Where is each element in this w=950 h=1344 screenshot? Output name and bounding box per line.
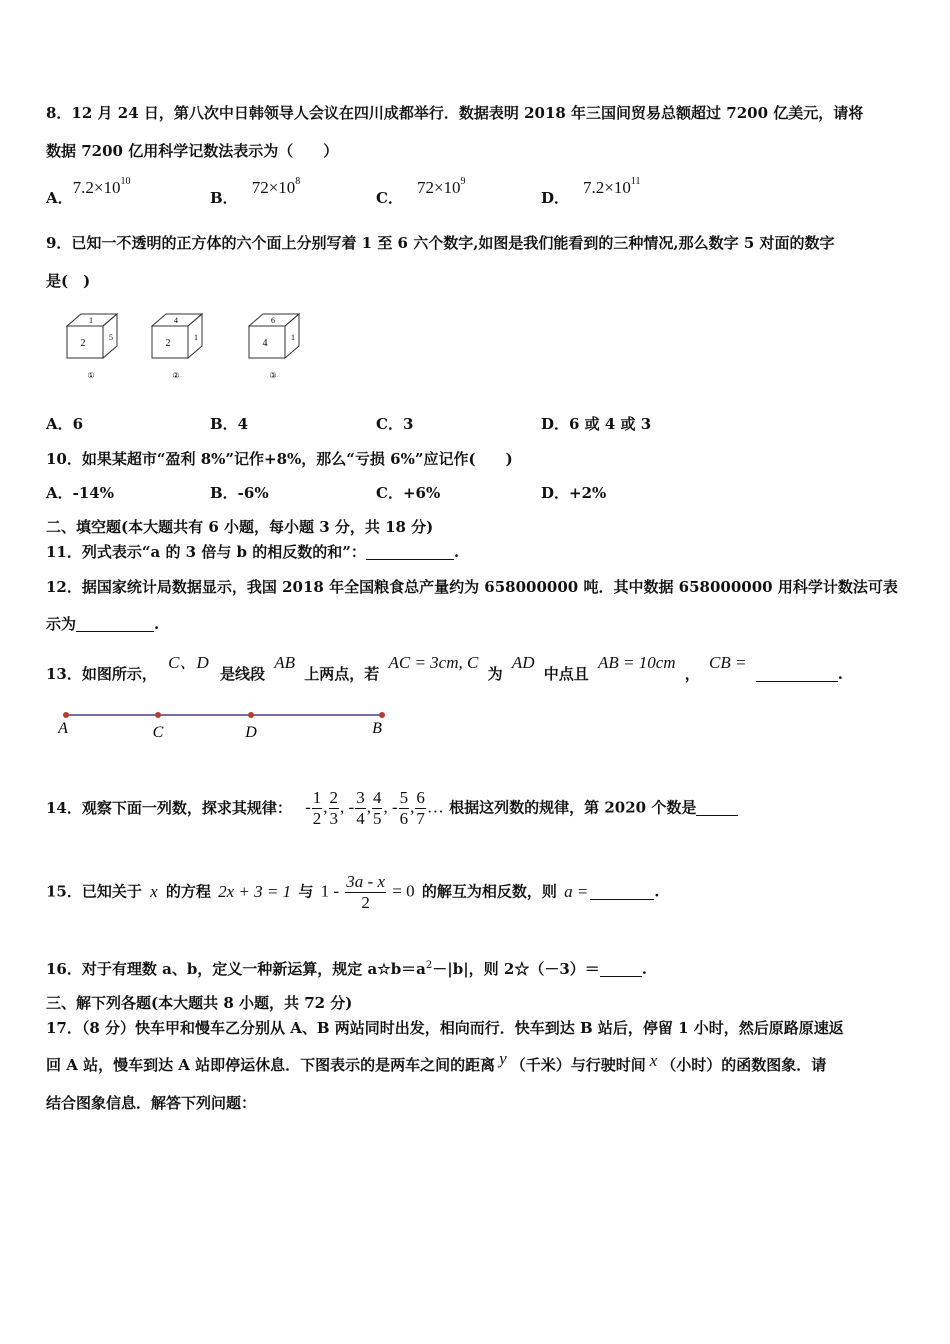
label-c: C xyxy=(152,724,164,741)
option-label: D． xyxy=(541,189,570,207)
label-d: D xyxy=(245,724,257,741)
segment-figure xyxy=(50,702,400,746)
q9-option-d: D．6 或 4 或 3 xyxy=(541,415,652,433)
option-label: C． xyxy=(376,189,403,207)
q15-fraction: $\frac{3a - x}{2}$ xyxy=(346,872,385,912)
q9-option-c: C．3 xyxy=(376,415,414,433)
q9-option-a: A．6 xyxy=(46,415,84,433)
q9-line2: 是( ) xyxy=(46,272,91,290)
q17-line3: 结合图象信息．解答下列问题： xyxy=(46,1094,257,1112)
q15-math-equation1: 2x + 3 = 1 xyxy=(218,881,292,901)
label-a: A xyxy=(58,720,68,737)
q8-line1: 8．12 月 24 日，第八次中日韩领导人会议在四川成都举行．数据表明 2018 年三国间贸易总额超过 7200 亿美元，请将 xyxy=(46,104,864,122)
q17-math-x: x xyxy=(649,1051,658,1070)
cube-3-front: 4 xyxy=(262,338,268,349)
q14: 14．观察下面一列数，探求其规律： - $\frac{1}{2}$ , $\frac{2}{3}$ , - $\frac{3}{4}$ , $\frac{4}{5}$ , - $\frac{5}{6}$ , $\frac{6}{7}$ … 根据这列数的规律，第 2020 个数是 xyxy=(46,788,738,829)
fraction-4: $\frac{4}{5}$ xyxy=(372,788,382,828)
fraction-5: $\frac{5}{6}$ xyxy=(399,788,409,828)
cube-2-front: 2 xyxy=(165,338,171,349)
q15-math-x: x xyxy=(150,881,158,901)
cube-3-top: 6 xyxy=(271,316,275,325)
q13-math-cd: C、D xyxy=(168,653,209,672)
q8-option-a xyxy=(46,176,131,207)
cube-2-caption: ② xyxy=(172,371,180,380)
q17-math-y: y xyxy=(499,1049,507,1068)
point-d xyxy=(248,712,254,718)
fraction-2: $\frac{2}{3}$ xyxy=(329,788,339,828)
section-3-heading: 三、解下列各题(本大题共 8 小题，共 72 分) xyxy=(46,994,353,1012)
q14-sequence: - $\frac{1}{2}$ , $\frac{2}{3}$ , - $\frac{3}{4}$ , $\frac{4}{5}$ , - $\frac{5}{6}$ , $\frac{6}{7}$ … xyxy=(305,788,444,828)
q10-option-a: A．-14% xyxy=(46,484,114,502)
q13-answer-blank[interactable] xyxy=(756,666,838,682)
q17-line1: 17．（8 分）快车甲和慢车乙分别从 A、B 两站同时出发，相向而行．快车到达 B 站后，停留 1 小时，然后原路原速返 xyxy=(46,1019,844,1037)
cube-2 xyxy=(152,314,202,380)
cube-2-top: 4 xyxy=(174,316,178,325)
q8-option-d xyxy=(541,176,641,207)
q15-math-a: a = xyxy=(564,881,589,901)
cube-figures xyxy=(55,308,325,380)
option-math: $72\times 10^9$ xyxy=(416,176,466,197)
q10-option-d: D．+2% xyxy=(541,484,607,502)
point-c xyxy=(155,712,161,718)
point-a xyxy=(63,712,69,718)
q10-option-b: B．-6% xyxy=(210,484,269,502)
option-label: B． xyxy=(210,189,238,207)
label-b: B xyxy=(372,720,382,737)
point-b xyxy=(379,712,385,718)
q15: 15．已知关于 x 的方程 2x + 3 = 1 与 1 - $\frac{3a - x}{2}$ = 0 的解互为相反数，则 a = . xyxy=(46,872,660,912)
q8-line2: 数据 7200 亿用科学记数法表示为（ ） xyxy=(46,142,339,160)
q8-option-c xyxy=(376,176,466,207)
option-math: $7.2\times 10^{11}$ xyxy=(583,176,641,197)
q13-math-ac: AC = 3cm, C xyxy=(388,653,479,672)
option-math: $72\times 10^8$ xyxy=(251,176,301,197)
q13-math-ad: AD xyxy=(511,653,535,672)
q10-line1: 10．如果某超市“盈利 8%”记作+8%，那么“亏损 6%”应记作( ) xyxy=(46,450,513,468)
q9-option-b: B．4 xyxy=(210,415,249,433)
q10-option-c: C．+6% xyxy=(376,484,441,502)
cube-3-caption: ③ xyxy=(269,371,277,380)
cube-1-caption: ① xyxy=(87,371,95,380)
q13: 13．如图所示， C、D 是线段 AB 上两点，若 AC = 3cm, C 为 AD 中点且 AB = 10cm ， CB = . xyxy=(46,653,843,683)
q13-math-ab10: AB = 10cm xyxy=(597,653,676,672)
q11-answer-blank[interactable] xyxy=(366,544,454,560)
cube-1-front: 2 xyxy=(80,338,86,349)
cube-1-top: 1 xyxy=(89,316,93,325)
q14-answer-blank[interactable] xyxy=(696,800,738,816)
q16-answer-blank[interactable] xyxy=(600,961,642,977)
option-label: A． xyxy=(46,189,73,207)
q12-answer-blank[interactable] xyxy=(76,616,154,632)
q13-math-ab: AB xyxy=(274,653,295,672)
q9-line1: 9．已知一不透明的正方体的六个面上分别写着 1 至 6 六个数字,如图是我们能看到的三种情况,那么数字 5 对面的数字 xyxy=(46,234,835,252)
q16: 16．对于有理数 a、b，定义一种新运算，规定 $a☆b=a^2-|b|$，则 2☆（－3）＝ . xyxy=(46,960,648,978)
q15-answer-blank[interactable] xyxy=(590,884,654,900)
q11: 11．列式表示“a 的 3 倍与 b 的相反数的和”： . xyxy=(46,543,460,561)
fraction-6: $\frac{6}{7}$ xyxy=(416,788,425,828)
cube-1-right: 5 xyxy=(109,333,113,342)
cube-2-right: 1 xyxy=(194,333,198,342)
q15-equation2: 1 - $\frac{3a - x}{2}$ = 0 xyxy=(320,872,415,912)
cube-3-right: 1 xyxy=(291,333,295,342)
q13-math-cb: CB = xyxy=(709,653,747,672)
q12-line2: 示为 . xyxy=(46,615,160,633)
q17-line2: 回 A 站，慢车到达 A 站即停运休息．下图表示的是两车之间的距离 y （千米）与行驶时间 x （小时）的函数图象．请 xyxy=(46,1049,827,1074)
fraction-1: $\frac{1}{2}$ xyxy=(312,788,322,828)
option-math: $7.2\times 10^{10}$ xyxy=(72,176,131,197)
q8-option-b xyxy=(210,176,301,207)
cube-1 xyxy=(67,314,117,380)
fraction-3: $\frac{3}{4}$ xyxy=(356,788,365,828)
section-2-heading: 二、填空题(本大题共有 6 小题，每小题 3 分，共 18 分) xyxy=(46,518,434,536)
cube-3 xyxy=(249,314,299,380)
q12-line1: 12．据国家统计局数据显示，我国 2018 年全国粮食总产量约为 658000000 吨．其中数据 658000000 用科学计数法可表 xyxy=(46,578,898,596)
